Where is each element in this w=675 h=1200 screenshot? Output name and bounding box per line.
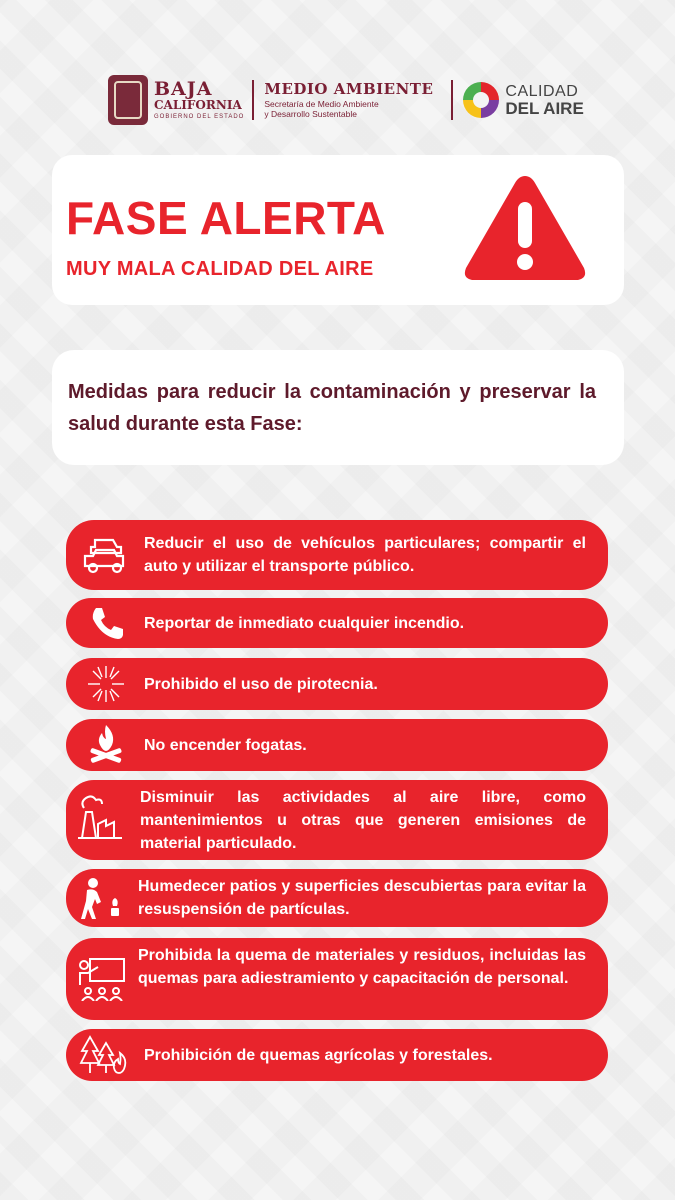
program-line2: DEL AIRE (505, 98, 584, 118)
measure-text: Humedecer patios y superficies descubiertas para evitar la resuspensión de partículas. (138, 878, 586, 918)
watering-icon (76, 876, 128, 920)
agency-title: MEDIO AMBIENTE (264, 79, 434, 98)
program-line1: CALIDAD (505, 82, 579, 100)
measure-text: Prohibido el uso de pirotecnia. (144, 676, 378, 693)
measure-item (66, 719, 608, 771)
alert-subtitle: MUY MALA CALIDAD DEL AIRE (66, 258, 374, 280)
intro-text: Medidas para reducir la contaminación y preservar la salud durante esta Fase: (68, 381, 596, 435)
program-logo-text (505, 84, 583, 117)
alert-title: FASE ALERTA (66, 192, 386, 244)
measure-text: No encender fogatas. (144, 737, 307, 754)
logo-divider (252, 80, 254, 120)
measure-text: Reportar de inmediato cualquier incendio. (144, 615, 465, 632)
state-line2: CALIFORNIA (154, 98, 242, 112)
phone-icon (80, 601, 132, 645)
forest-fire-icon (78, 1033, 130, 1077)
measure-item (66, 1029, 608, 1081)
state-line3: GOBIERNO DEL ESTADO (154, 114, 245, 120)
measure-item (66, 869, 608, 927)
measure-item (66, 780, 608, 860)
state-seal-logo (108, 75, 148, 125)
state-line1: BAJA (154, 78, 213, 100)
factory-icon (74, 796, 126, 840)
warning-triangle-icon (460, 168, 590, 288)
header-logos (108, 70, 588, 130)
measure-item (66, 938, 608, 1020)
measure-text: Prohibida la quema de materiales y residuos, incluidas las quemas para adiestramiento y capacitación de personal. (138, 947, 586, 987)
training-icon (76, 956, 128, 1000)
agency-logo-text (264, 81, 433, 119)
measure-item (66, 658, 608, 710)
measure-item (66, 598, 608, 648)
campfire-icon (80, 723, 132, 767)
air-quality-logo-icon (463, 82, 499, 118)
measure-text: Disminuir las actividades al aire libre, como mantenimientos u otras que generen emisiones de material particulado. (140, 789, 586, 852)
fireworks-icon (80, 662, 132, 706)
cars-icon (80, 533, 132, 577)
logo-divider (451, 80, 453, 120)
measure-item (66, 520, 608, 590)
state-logo-text (154, 80, 244, 120)
agency-sub1: Secretaría de Medio Ambiente (264, 99, 379, 110)
measure-text: Prohibición de quemas agrícolas y forestales. (144, 1047, 493, 1064)
measure-text: Reducir el uso de vehículos particulares; compartir el auto y utilizar el transporte público. (144, 535, 586, 575)
agency-sub2: y Desarrollo Sustentable (264, 108, 357, 119)
